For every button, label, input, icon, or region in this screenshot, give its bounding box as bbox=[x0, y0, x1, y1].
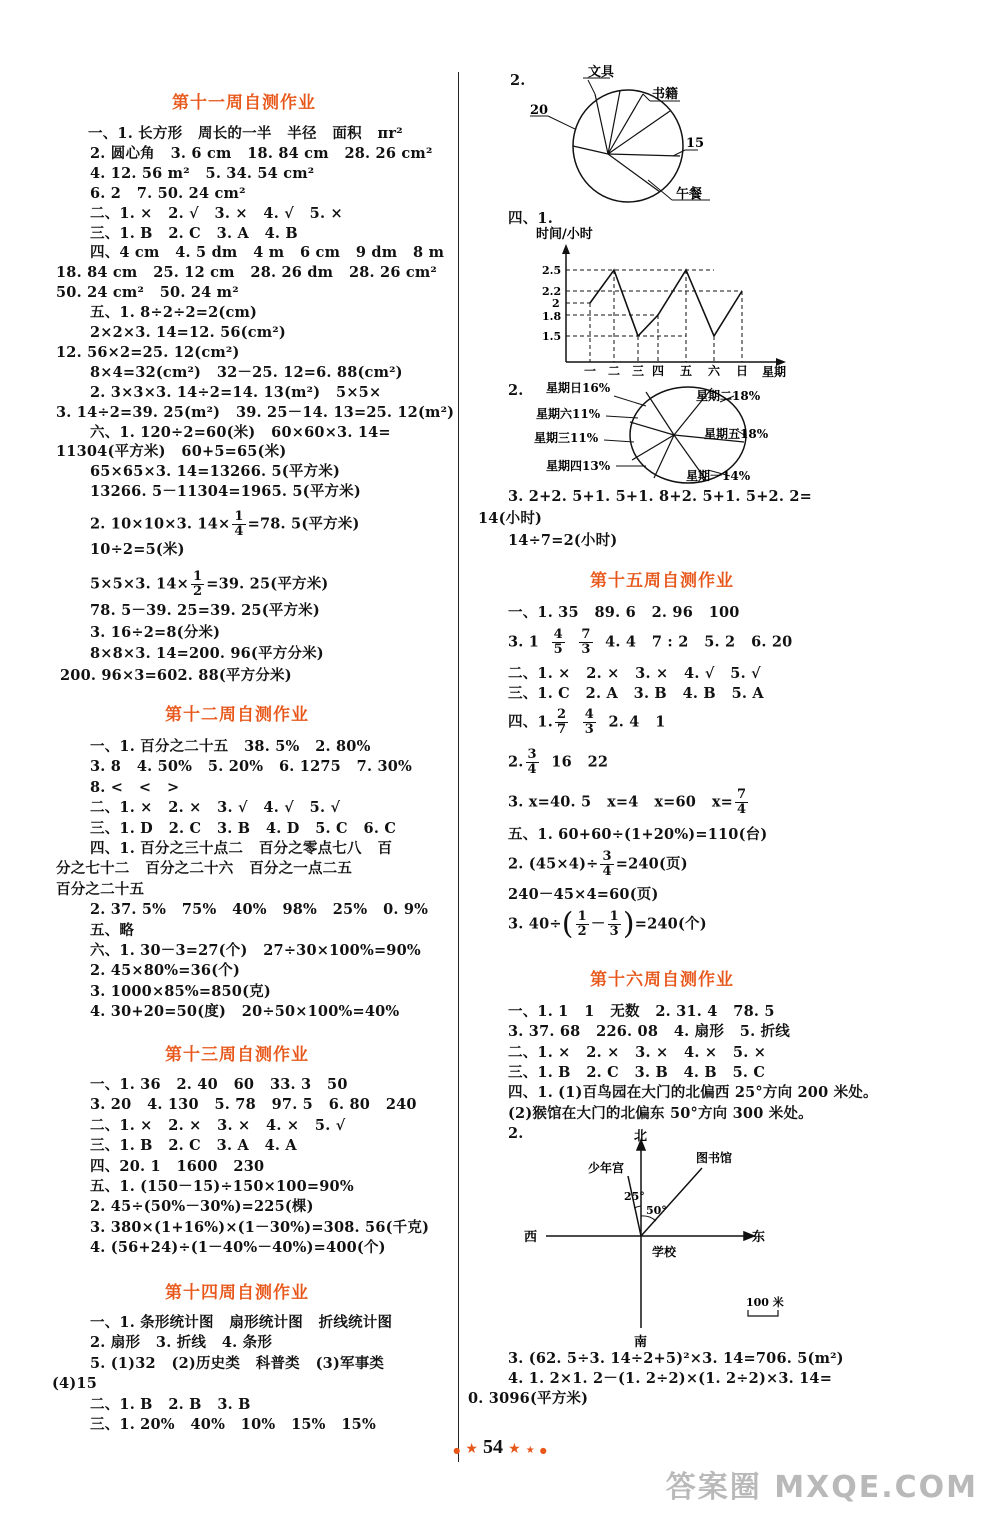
answer-line: 三、1. 20% 40% 10% 15% 15% bbox=[90, 1416, 376, 1433]
week16-heading: 第十六周自测作业 bbox=[590, 970, 734, 990]
answer-line: 五、1. (150－15)÷150×100=90% bbox=[90, 1178, 354, 1195]
answer-line: 2×2×3. 14=12. 56(cm²) bbox=[90, 324, 286, 341]
answer-line: 3. 2+2. 5+1. 5+1. 8+2. 5+1. 5+2. 2= bbox=[508, 488, 812, 505]
svg-text:星期五18%: 星期五18% bbox=[704, 427, 769, 441]
answer-line: 4. 1. 2×1. 2－(1. 2÷2)×(1. 2÷2)×3. 14= bbox=[508, 1369, 833, 1387]
week15-line: 四、1. $\frac{2}{7}$ $\frac{4}{3}$ 2. 4 1 bbox=[508, 707, 666, 737]
pie-label-15: 15 bbox=[686, 136, 705, 151]
svg-text:星期四13%: 星期四13% bbox=[546, 459, 611, 473]
answer-line: 4. (56+24)÷(1－40%－40%)=400(个) bbox=[90, 1239, 386, 1257]
svg-text:二: 二 bbox=[608, 364, 621, 378]
week15-heading: 第十五周自测作业 bbox=[590, 571, 734, 591]
svg-text:星期六11%: 星期六11% bbox=[536, 407, 601, 421]
answer-line: 一、1. 1 1 无数 2. 31. 4 78. 5 bbox=[508, 1003, 775, 1020]
week11-line: 10÷2=5(米) bbox=[90, 541, 185, 558]
answer-line: 14(小时) bbox=[478, 510, 543, 527]
answer-line: 2. 扇形 3. 折线 4. 条形 bbox=[90, 1334, 273, 1352]
svg-text:三: 三 bbox=[632, 364, 645, 378]
answer-line: 四、20. 1 1600 230 bbox=[90, 1157, 265, 1175]
answer-line: 2. 45×80%=36(个) bbox=[90, 962, 241, 980]
y-tick: 2.5 bbox=[542, 264, 562, 277]
answer-line: 13266. 5－11304=1965. 5(平方米) bbox=[90, 483, 361, 501]
compass-diagram bbox=[516, 1128, 816, 1348]
week15-line: 2. (45×4)÷ $\frac{3}{4}$ =240(页) bbox=[508, 849, 688, 879]
answer-line: 5. (1)32 (2)历史类 科普类 (3)军事类 bbox=[90, 1354, 385, 1372]
week11-line: 2. 10×10×3. 14× $\frac{1}{4}$ =78. 5(平方米) bbox=[90, 509, 360, 539]
answer-line: 3. 1000×85%=850(克) bbox=[90, 982, 271, 1000]
answer-line: 4. 12. 56 m² 5. 34. 54 cm² bbox=[90, 164, 315, 182]
answer-line: 分之七十二 百分之二十六 百分之一点二五 bbox=[56, 860, 353, 878]
answer-line: 四、1. 百分之三十点二 百分之零点七八 百 bbox=[90, 840, 393, 857]
week15-line: 一、1. 35 89. 6 2. 96 100 bbox=[508, 604, 740, 621]
answer-line: 50. 24 cm² 50. 24 m² bbox=[56, 284, 239, 302]
angle-50: 50° bbox=[646, 1204, 667, 1217]
answer-line: 3. 14÷2=39. 25(m²) 39. 25－14. 13=25. 12(m²) bbox=[56, 403, 455, 421]
east-label: 东 bbox=[752, 1230, 766, 1245]
answer-line: 一、1. 36 2. 40 60 33. 3 50 bbox=[90, 1076, 348, 1093]
page-footer: ● ★ 54 ★ ★ ● bbox=[453, 1436, 547, 1458]
answer-line: 五、1. 8÷2÷2=2(cm) bbox=[90, 304, 258, 322]
line-chart-xlabel: 星期 bbox=[762, 365, 787, 379]
week15-line: 3. x=40. 5 x=4 x=60 x= $\frac{7}{4}$ bbox=[508, 787, 747, 817]
week11-line: 5×5×3. 14× $\frac{1}{2}$ =39. 25(平方米) bbox=[90, 569, 329, 599]
y-tick: 1.5 bbox=[542, 330, 562, 343]
answer-line: 二、1. B 2. B 3. B bbox=[90, 1395, 251, 1413]
question-label: 2. bbox=[508, 382, 524, 399]
svg-text:星期一14%: 星期一14% bbox=[686, 469, 751, 483]
answer-line: 一、1. 百分之二十五 38. 5% 2. 80% bbox=[90, 738, 371, 755]
y-tick: 2.2 bbox=[542, 285, 562, 298]
school-label: 学校 bbox=[652, 1245, 677, 1259]
week15-line: 2. $\frac{3}{4}$ 16 22 bbox=[508, 747, 609, 777]
answer-line: 三、1. B 2. C 3. A 4. A bbox=[90, 1137, 297, 1155]
pie-chart-2 bbox=[526, 380, 786, 490]
answer-line: 8×4=32(cm²) 32－25. 12=6. 88(cm²) bbox=[90, 363, 403, 381]
week14-heading: 第十四周自测作业 bbox=[165, 1283, 309, 1303]
week15-line: 二、1. × 2. × 3. × 4. √ 5. √ bbox=[508, 665, 761, 682]
week15-line: 三、1. C 2. A 3. B 4. B 5. A bbox=[508, 685, 764, 702]
answer-line: 4. 30+20=50(度) 20÷50×100%=40% bbox=[90, 1003, 400, 1021]
line-chart-ylabel: 时间/小时 bbox=[536, 227, 593, 242]
svg-text:星期三11%: 星期三11% bbox=[534, 431, 599, 445]
answer-line: 2. 37. 5% 75% 40% 98% 25% 0. 9% bbox=[90, 901, 429, 919]
answer-line: 三、1. B 2. C 3. B 4. B 5. C bbox=[508, 1063, 766, 1081]
answer-line: 200. 96×3=602. 88(平方分米) bbox=[60, 666, 292, 684]
answer-line: 五、略 bbox=[90, 921, 135, 939]
question-label: 2. bbox=[510, 72, 526, 89]
shaonian-label: 少年宫 bbox=[588, 1161, 625, 1175]
answer-line: 一、1. 条形统计图 扇形统计图 折线统计图 bbox=[90, 1314, 393, 1331]
week15-line: 3. 40÷( $\frac{1}{2}$ － $\frac{1}{3}$ )=240(个) bbox=[508, 906, 707, 942]
svg-text:四: 四 bbox=[652, 364, 665, 378]
answer-line: 四、1. (1)百鸟园在大门的北偏西 25°方向 200 米处。 bbox=[508, 1084, 878, 1102]
week15-line: 3. 1 $\frac{4}{5}$ $\frac{7}{3}$ 4. 4 7 : 2 5. 2 6. 20 bbox=[508, 627, 793, 657]
week11-heading: 第十一周自测作业 bbox=[172, 93, 316, 113]
answer-line: 四、4 cm 4. 5 dm 4 m 6 cm 9 dm 8 m bbox=[90, 244, 445, 262]
column-divider bbox=[458, 72, 459, 1462]
answer-line: 二、1. × 2. × 3. × 4. × 5. √ bbox=[90, 1116, 346, 1134]
answer-line: 3. 8 4. 50% 5. 20% 6. 1275 7. 30% bbox=[90, 758, 413, 776]
scale-label: 100 米 bbox=[746, 1296, 784, 1309]
south-label: 南 bbox=[634, 1335, 648, 1348]
north-label: 北 bbox=[634, 1129, 648, 1144]
answer-line: 65×65×3. 14=13266. 5(平方米) bbox=[90, 463, 341, 481]
library-label: 图书馆 bbox=[696, 1151, 733, 1165]
answer-line: 2. 45÷(50%－30%)=225(棵) bbox=[90, 1198, 314, 1216]
y-tick: 1.8 bbox=[542, 310, 562, 323]
answer-line: 8×8×3. 14=200. 96(平方分米) bbox=[90, 645, 324, 662]
svg-text:一: 一 bbox=[584, 364, 597, 378]
answer-line: 一、1. 长方形 周长的一半 半径 面积 πr² bbox=[88, 125, 403, 142]
answer-line: 三、1. B 2. C 3. A 4. B bbox=[90, 224, 298, 242]
pie-label-shuji: 书籍 bbox=[652, 87, 679, 102]
week15-line: 240－45×4=60(页) bbox=[508, 886, 659, 903]
week15-line: 五、1. 60+60÷(1+20%)=110(台) bbox=[508, 826, 768, 843]
answer-line: 三、1. D 2. C 3. B 4. D 5. C 6. C bbox=[90, 819, 397, 837]
answer-line: 0. 3096(平方米) bbox=[468, 1389, 589, 1407]
pie-label-wucan: 午餐 bbox=[676, 187, 703, 202]
pie-label-20: 20 bbox=[530, 103, 549, 118]
angle-25: 25° bbox=[624, 1190, 645, 1203]
answer-line: 六、1. 30－3=27(个) 27÷30×100%=90% bbox=[90, 942, 421, 959]
answer-line: 3. 37. 68 226. 08 4. 扇形 5. 折线 bbox=[508, 1023, 790, 1041]
svg-text:星期日16%: 星期日16% bbox=[546, 381, 611, 395]
pie-chart-1 bbox=[520, 64, 770, 214]
answer-line: 二、1. × 2. × 3. × 4. × 5. × bbox=[508, 1043, 767, 1061]
page-number: 54 bbox=[482, 1436, 503, 1458]
svg-text:五: 五 bbox=[680, 364, 693, 378]
watermark: 答案圈 MXQE.COM bbox=[665, 1470, 978, 1505]
answer-line: 6. 2 7. 50. 24 cm² bbox=[90, 184, 246, 202]
answer-line: 18. 84 cm 25. 12 cm 28. 26 dm 28. 26 cm² bbox=[56, 264, 437, 282]
answer-line: 二、1. × 2. √ 3. × 4. √ 5. × bbox=[90, 204, 343, 222]
answer-line: 百分之二十五 bbox=[56, 880, 145, 898]
answer-line: 2. bbox=[508, 1124, 524, 1142]
line-chart bbox=[528, 222, 808, 382]
answer-line: 8. < < > bbox=[90, 778, 180, 796]
answer-line: 11304(平方米) 60+5=65(米) bbox=[56, 443, 287, 461]
answer-line: (2)猴馆在大门的北偏东 50°方向 300 米处。 bbox=[508, 1104, 813, 1122]
answer-line: 3. (62. 5÷3. 14÷2+5)²×3. 14=706. 5(m²) bbox=[508, 1350, 844, 1367]
answer-line: 2. 圆心角 3. 6 cm 18. 84 cm 28. 26 cm² bbox=[90, 144, 433, 162]
pie-label-wenju: 文具 bbox=[588, 65, 615, 80]
answer-line: 六、1. 120÷2=60(米) 60×60×3. 14= bbox=[90, 423, 391, 441]
answer-line: 12. 56×2=25. 12(cm²) bbox=[56, 343, 240, 361]
answer-line: 3. 20 4. 130 5. 78 97. 5 6. 80 240 bbox=[90, 1096, 417, 1114]
answer-line: 二、1. × 2. × 3. √ 4. √ 5. √ bbox=[90, 799, 341, 817]
answer-line: 14÷7=2(小时) bbox=[508, 532, 618, 549]
west-label: 西 bbox=[524, 1230, 538, 1245]
answer-line: 78. 5－39. 25=39. 25(平方米) bbox=[90, 602, 320, 619]
answer-line: (4)15 bbox=[52, 1375, 97, 1393]
svg-text:日: 日 bbox=[736, 364, 749, 378]
week13-heading: 第十三周自测作业 bbox=[165, 1045, 309, 1065]
question-label: 四、1. bbox=[508, 210, 553, 227]
svg-text:星期二18%: 星期二18% bbox=[696, 389, 761, 403]
answer-line: 3. 16÷2=8(分米) bbox=[90, 623, 221, 641]
answer-line: 3. 380×(1+16%)×(1－30%)=308. 56(千克) bbox=[90, 1218, 430, 1236]
week12-heading: 第十二周自测作业 bbox=[165, 705, 309, 725]
y-tick: 2 bbox=[552, 297, 560, 310]
svg-text:六: 六 bbox=[708, 364, 721, 378]
answer-line: 2. 3×3×3. 14÷2=14. 13(m²) 5×5× bbox=[90, 383, 382, 401]
